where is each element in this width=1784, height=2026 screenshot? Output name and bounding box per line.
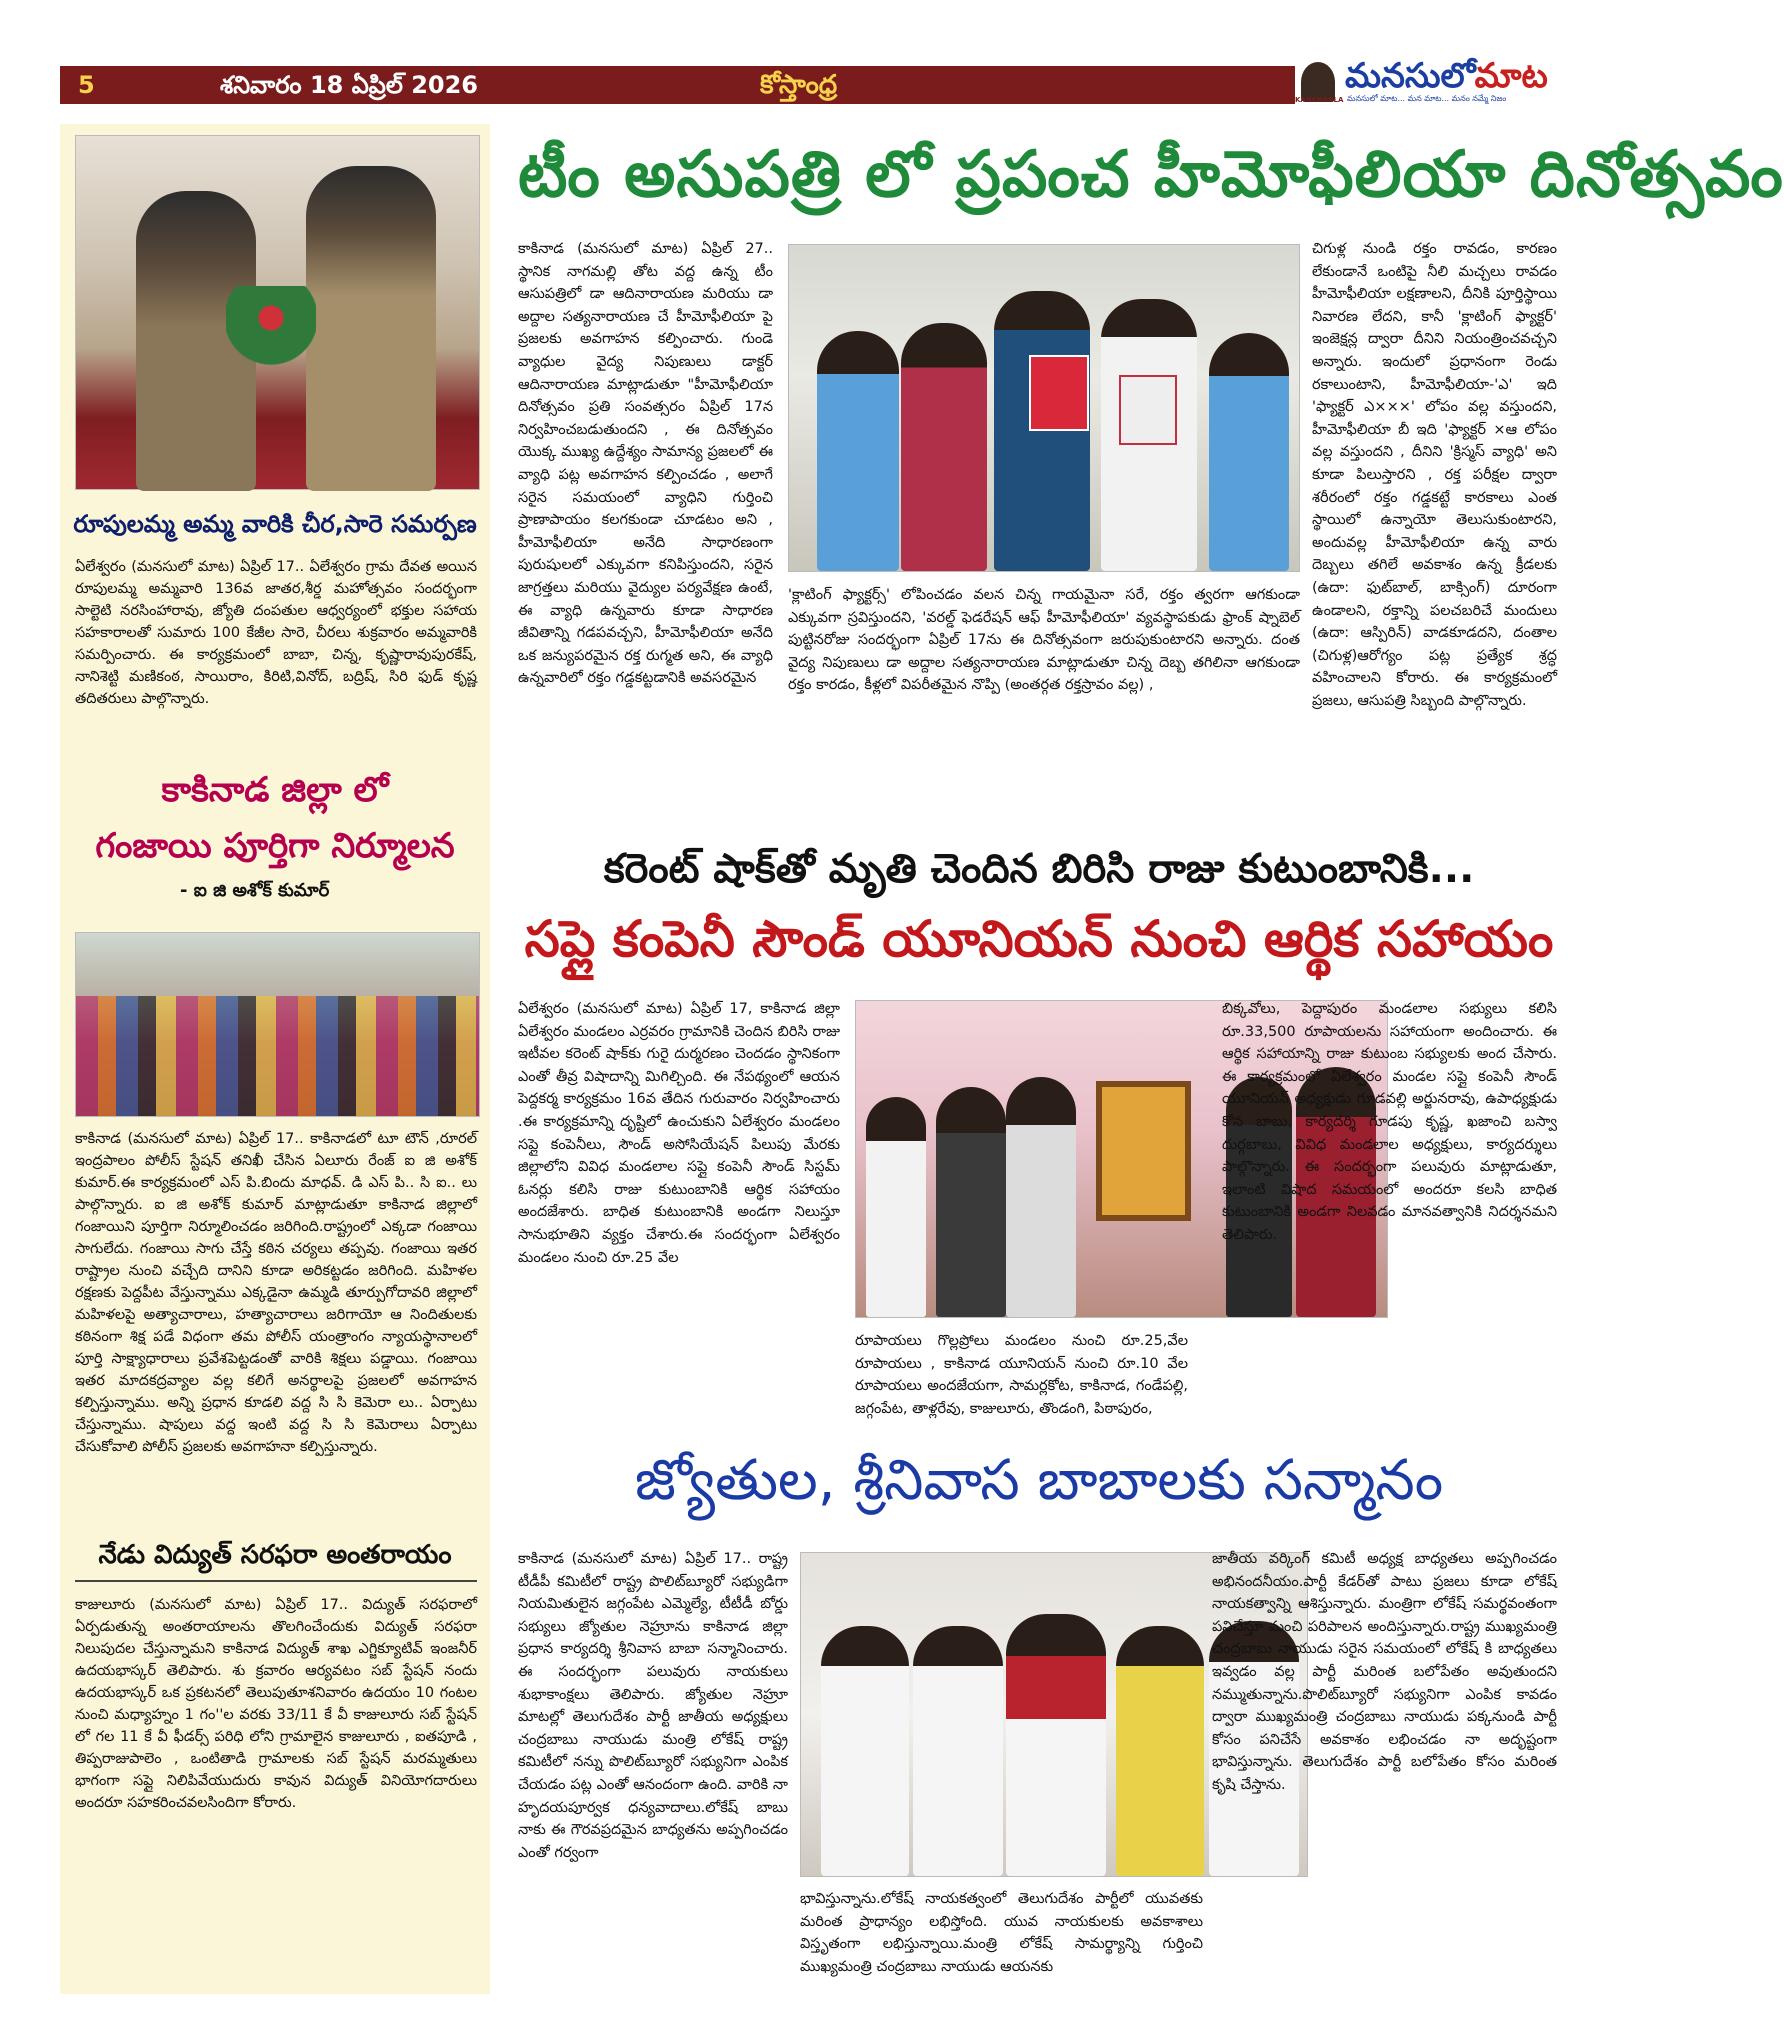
- photo-person: [1006, 1077, 1076, 1317]
- brand-name-part2: మాట: [1474, 56, 1548, 96]
- photo-person: [1116, 1626, 1204, 1876]
- union-col-3: బిక్కవోలు, పెద్దాపురం మండలాల సభ్యులు కలిసి రూ.33,500 రూపాయలను సహాయంగా అందించారు. ఈ ఆర్థిక సహాయాన్ని రాజు కుటుంబ సభ్యులకు అంద చేసారు. ఈ కార్యక్రమంలో ఏలేశ్వరం మండల సప్లై కంపెనీ సౌండ్ యూనియన్ అధ్యక్షుడు గూడవల్లి అర్జునరావు, ఉపాధ్యక్షుడు కోన బాబు, కార్యదర్శి గూడపు కృష్ణ, ఖజాంచి బస్వా దుర్గబాబు, వివిధ మండలాల అధ్యక్షులు, కార్యదర్శులు పాల్గొన్నారు. ఈ సందర్భంగా పలువురు మాట్లాడుతూ, ఇలాంటి విషాద సమయంలో అందరూ కలసి బాధిత కుటుంబానికి అండగా నిలవడం మానవత్వానికి నిదర్శనమని తెలిపారు.: [1222, 1001, 1557, 1243]
- ganja-photo: [75, 932, 480, 1117]
- hemophilia-headline: టీం అసుపత్రి లో ప్రపంచ హీమోఫీలియా దినోత్సవం: [518, 138, 1784, 212]
- edition-date: శనివారం 18 ఏప్రిల్ 2026: [220, 71, 479, 99]
- honor-col-1: కాకినాడ (మనసులో మాట) ఏప్రిల్ 17.. రాష్ట్ర టీడీపీ కమిటీలో రాష్ట్ర పొలిట్‌బ్యూరో సభ్యుడిగా నియమితులైన జగ్గంపేట ఎమ్మెల్యే, టీటీడీ బోర్డు సభ్యులు జ్యోతుల నెహ్రూను కాకినాడ జిల్లా ప్రధాన కార్యదర్శి శ్రీనివాస బాబా సన్మానించారు. ఈ సందర్భంగా పలువురు నాయకులు శుభాకాంక్షలు తెలిపారు. జ్యోతుల నెహ్రూ మాటల్లో తెలుగుదేశం పార్టీ జాతీయ అధ్యక్షులు చంద్రబాబు నాయుడు మంత్రి లోకేష్ రాష్ట్ర కమిటీలో నన్ను పొలిట్‌బ్యూరో సభ్యునిగా ఎంపిక చేయడం పట్ల ఎంతో ఆనందంగా ఉంది. వారికి నా హృదయపూర్వక ధన్యవాదాలు.లోకేష్ బాబు నాకు ఈ గౌరవప్రదమైన బాధ్యతను అప్పగించడం ఎంతో గర్వంగా: [518, 1551, 788, 1861]
- photo-person: [936, 1087, 1006, 1317]
- photo-person: [901, 323, 987, 571]
- union-headline: సప్లై కంపెనీ సౌండ్ యూనియన్ నుంచి ఆర్థిక సహాయం: [524, 910, 1554, 968]
- police-photo: [75, 135, 480, 490]
- hemophilia-col-3: చిగుళ్ల నుండి రక్తం రావడం, కారణం లేకుండానే ఒంటిపై నీలి మచ్చలు రావడం హీమోఫీలియా లక్షణాలని, దీనికి పూర్తిస్థాయి నివారణ లేదని, కానీ 'క్లాటింగ్ ఫ్యాక్టర్' ఇంజెక్షన్ల ద్వారా దీనిని నియంత్రించవచ్చని అన్నారు. ఇందులో ప్రధానంగా రెండు రకాలుంటాని, హీమోఫీలియా-'ఎ' ఇది 'ఫ్యాక్టర్ ఎ×××' లోపం వల్ల వస్తుందని, హీమోఫీలియా బీ ఇది 'ఫ్యాక్టర్ ×ఆ లోపం వల్ల వస్తుందని , దీనిని 'క్రిస్మస్ వ్యాధి' అని కూడా పిలుస్తారని , రక్త పరీక్షల ద్వారా శరీరంలో రక్తం గడ్డకట్టే కారకాలు ఎంత స్థాయిలో ఉన్నాయో తెలుసుకుంటారని, అందువల్ల హీమోఫీలియా ఉన్న వారు దెబ్బలు తగిలే అవకాశం ఉన్న క్రీడలకు (ఉదా: ఫుట్‌బాల్, బాక్సింగ్) దూరంగా ఉండాలని, రక్తాన్ని పలచబరిచే మందులు (ఉదా: ఆస్పిరిన్) వాడకూడదని, దంతాల (చిగుళ్ల)ఆరోగ్యం పట్ల ప్రత్యేక శ్రద్ధ వహించాలని కోరారు. ఈ కార్యక్రమంలో ప్రజలు, ఆసుపత్రి సిబ్బంది పాల్గొన్నారు.: [1312, 241, 1557, 709]
- union-col-1: ఏలేశ్వరం (మనసులో మాట) ఏప్రిల్ 17, కాకినాడ జిల్లా ఏలేశ్వరం మండలం ఎర్రవరం గ్రామానికి చెందిన బిరిసి రాజు ఇటీవల కరెంట్ షాక్‌కు గురై దుర్మరణం చెందడం స్థానికంగా ఎంతో తీవ్ర విషాదాన్ని మిగిల్చింది. ఈ నేపథ్యంలో ఆయన పెద్దకర్మ కార్యక్రమం 16వ తేదిన గురువారం నిర్వహించారు .ఈ కార్యక్రమాన్ని దృష్టిలో ఉంచుకుని ఏలేశ్వరం మండలం సప్లై కంపెనీలు, సౌండ్ అసోసియేషన్ పిలుపు మేరకు జిల్లాలోని వివిధ మండలాల సప్లై కంపెనీ సౌండ్ సిస్టమ్ ఓనర్లు కలిసి రాజు కుటుంబానికి ఆర్థిక సహాయం అందజేశారు. బాధిత కుటుంబానికి అండగా నిలుస్తూ సానుభూతిని వ్యక్తం చేశారు.ఈ సందర్భంగా ఏలేశ్వరం మండలం నుంచి రూ.25 వేల: [518, 1001, 840, 1266]
- awareness-poster: [1029, 355, 1089, 431]
- honor-col-2: భావిస్తున్నాను.లోకేష్ నాయకత్వంలో తెలుగుదేశం పార్టీలో యువతకు మరింత ప్రాధాన్యం లభిస్తోంది. యువ నాయకులకు అవకాశాలు విస్తృతంగా లభిస్తున్నాయి.మంత్రి లోకేష్ సామర్థ్యాన్ని గుర్తించి ముఖ్యమంత్రి చంద్రబాబు నాయుడు ఆయనకు: [800, 1891, 1203, 1975]
- photo-person: [821, 1626, 909, 1876]
- photo-person: [1209, 333, 1289, 571]
- memorial-portrait: [1096, 1081, 1191, 1221]
- divider: [75, 1580, 477, 1582]
- power-article: కాజులూరు (మనసులో మాట) ఏప్రిల్ 17.. విద్యుత్ సరఫరాలో ఏర్పడుతున్న అంతరాయాలను తొలగించేందుకు విద్యుత్ సరఫరా నిలుపుదల చేస్తున్నామని కాకినాడ విద్యుత్ శాఖ ఎగ్జిక్యూటివ్ ఇంజనీర్ ఉదయభాస్కర్ తెలిపారు. శు క్రవారం ఆర్యవటం సబ్ స్టేషన్ నందు ఉదయభాస్కర్ ఒక ప్రకటనలో తెలుపుతూశనివారం ఉదయం 10 గంటల నుంచి మధ్యాహ్నం 1 గం''ల వరకు 33/11 కే వీ కాజులూరు సబ్ స్టేషన్ లో గల 11 కే వీ ఫీడర్స్ పరిధి లోని గ్రామాలైన కాజులూరు , ఐతపూడి , తిప్పరాజుపాలెం , ఒంటితాడి గ్రామాలకు సబ్ స్టేషన్ మరమ్మతులు భాగంగా సప్లై నిలిపివేయుదురు కావున విద్యుత్ వినియోగదారులు అందరూ సహకరించవలసిందిగా కోరారు.: [75, 1597, 477, 1811]
- ganja-article: కాకినాడ (మనసులో మాట) ఏప్రిల్ 17.. కాకినాడలో టూ టౌన్ ,రూరల్ ఇంద్రపాలం పోలీస్ స్టేషన్ తనిఖీ చేసిన ఏలూరు రేంజ్ ఐ జి అశోక్ కుమార్.ఈ కార్యక్రమంలో ఎస్ పి.బిందు మాధవ్. డి ఎస్ పి.. సి ఐ.. లు పాల్గొన్నారు. ఐ జి అశోక్ కుమార్ మాట్లాడుతూ కాకినాడ జిల్లాలో గంజాయిని పూర్తిగా నిర్మూలించడం జరిగింది.రాష్ట్రంలో ఎక్కడా గంజాయి సాగులేదు. గంజాయి సాగు చేస్తే కఠిన చర్యలు తప్పవు. గంజాయి ఇతర రాష్ట్రాల నుంచి వచ్చేది దానిని కూడా అరికట్టడం జరిగింది. మహిళల రక్షణకు పెద్దపీట వేస్తున్నాము ఎక్కడైనా ఉమ్మడి తూర్పుగోదావరి జిల్లాలో మహిళలపై అత్యాచారాలు, హత్యాచారాలు జరిగాయో ఆ నిందితులకు కఠినంగా శిక్ష పడే విధంగా తమ పోలీస్ యంత్రాంగం న్యాయస్థానాలలో పూర్తి సాక్ష్యాధారాలు ప్రవేశపెట్టడంతో వారికి శిక్షలు పడ్డాయి. గంజాయి ఇతర మాదకద్రవ్యాల వల్ల కలిగే అనర్థాలపై ప్రజలలో అవగాహన కల్పిస్తున్నాము. అన్ని ప్రధాన కూడలి వద్ద సి సి కెమెరా లు.. ఏర్పాటు చేస్తున్నాము. షాపులు వద్ద ఇంటి వద్ద సి సి కెమెరాలు ఏర్పాటు చేసుకోవాలి పోలీస్ ప్రజలకు అవగాహనా కల్పిస్తున్నారు.: [75, 1131, 477, 1455]
- edition-region: కోస్తాంధ్ర: [760, 70, 838, 100]
- hemophilia-col-2: 'క్లాటింగ్ ఫ్యాక్టర్స్' లోపించడం వలన చిన్న గాయమైనా సరే, రక్తం త్వరగా ఆగకుండా ఎక్కువగా స్రవిస్తుందని, 'వరల్డ్ ఫెడరేషన్ ఆఫ్ హీమోఫీలియా' వ్యవస్థాపకుడు ఫ్రాంక్ ష్నాబెల్ పుట్టినరోజు సందర్భంగా ఏప్రిల్ 17ను ఈ దినోత్సవంగా జరుపుకుంటారని అన్నారు. దంత వైద్య నిపుణులు డా అద్దాల సత్యనారాయణ మాట్లాడుతూ చిన్న దెబ్బ తగిలినా ఆగకుండా రక్తం కారడం, కీళ్లలో విపరీతమైన నొప్పి (అంతర్గత రక్తస్రావం వల్ల) ,: [788, 587, 1300, 694]
- rupulamma-headline: రూపులమ్మ అమ్మ వారికి చీర,సారె సమర్పణ: [73, 510, 477, 538]
- hemophilia-col-1: కాకినాడ (మనసులో మాట) ఏప్రిల్ 27.. స్థానిక నాగమల్లి తోట వద్ద ఉన్న టీం ఆసుపత్రిలో డా ఆదినారాయణ మరియు డా అద్దాల సత్యనారాయణ చే హీమోఫీలియా పై ప్రజలకు అవగాహన కల్పించారు. గుండె వ్యాధుల వైద్య నిపుణులు డాక్టర్ ఆదినారాయణ మాట్లాడుతూ "హీమోఫీలియా దినోత్సవం ప్రతి సంవత్సరం ఏప్రిల్ 17న నిర్వహించబడుతుందని , ఈ దినోత్సవం యొక్క ముఖ్య ఉద్దేశ్యం సామాన్య ప్రజలలో ఈ వ్యాధి పట్ల అవగాహన కల్పించడం , అలాగే సరైన సమయంలో వ్యాధిని గుర్తించి ప్రాణాపాయం కలగకుండా చూడటం అని , హీమోఫీలియా అనేది సాధారణంగా పురుషులలో ఎక్కువగా కనిపిస్తుందని, సరైన జాగ్రత్తలు మరియు వైద్యుల పర్యవేక్షణ ఉంటే, ఈ వ్యాధి ఉన్నవారు కూడా సాధారణ జీవితాన్ని గడపవచ్చని, హీమోఫీలియా అనేది ఒక జన్యుపరమైన రక్త రుగ్మత అని, ఈ వ్యాధి ఉన్నవారిలో రక్తం గడ్డకట్టడానికి అవసరమైన: [518, 241, 773, 687]
- photo-person: [994, 291, 1090, 571]
- photo-plant: [226, 286, 316, 366]
- photo-person: [306, 166, 436, 491]
- union-headline-kicker: కరెంట్ షాక్‌తో మృతి చెందిన బిరిసి రాజు కుటుంబానికి...: [603, 846, 1475, 892]
- ganja-headline-line1: కాకినాడ జిల్లా లో: [161, 770, 389, 810]
- logo-caption: KANCHARLA: [1295, 96, 1344, 104]
- brand-name-part1: మనసులో: [1345, 56, 1475, 96]
- masthead: [60, 56, 1560, 106]
- photo-crowd: [76, 996, 479, 1116]
- page-number: 5: [78, 71, 95, 99]
- brand-logo: [1295, 56, 1560, 106]
- brand-tagline: మనసులో మాట... మన మాట... మనం నమ్మే నిజం: [1347, 94, 1507, 103]
- ganja-headline-line2: గంజాయి పూర్తిగా నిర్మూలన: [95, 826, 455, 866]
- ganja-byline: - ఐ జి అశోక్ కుమార్: [180, 880, 330, 901]
- power-headline: నేడు విద్యుత్ సరఫరా అంతరాయం: [98, 1540, 452, 1570]
- honor-col-3: జాతీయ వర్కింగ్ కమిటీ అధ్యక్ష బాధ్యతలు అప్పగించడం అభినందనీయం.పార్టీ కేడర్‌తో పాటు ప్రజలు కూడా లోకేష్ నాయకత్వాన్ని ఆశిస్తున్నారు. మంత్రిగా లోకేష్ సమర్థవంతంగా పనిచేస్తూ మంచి పరిపాలన అందిస్తున్నారు.రాష్ట్ర ముఖ్యమంత్రి చంద్రబాబు నాయుడు సరైన సమయంలో లోకేష్ కి బాధ్యతలు ఇవ్వడం వల్ల పార్టీ మరింత బలోపేతం అవుతుందని నమ్ముతున్నాను.పొలిట్‌బ్యూరో సభ్యునిగా ఎంపిక కావడం ద్వారా ముఖ్యమంత్రి చంద్రబాబు నాయుడు పక్కనుండి పార్టీ కోసం పనిచేసే అవకాశం లభించడం నా అదృష్టంగా భావిస్తున్నాను. తెలుగుదేశం పార్టీ బలోపేతం కోసం మరింత కృషి చేస్తాను.: [1212, 1551, 1557, 1793]
- hemophilia-photo: [788, 244, 1300, 572]
- photo-person: [866, 1097, 926, 1317]
- awareness-poster: [1119, 375, 1177, 445]
- rupulamma-article: ఏలేశ్వరం (మనసులో మాట) ఏప్రిల్ 17.. ఏలేశ్వరం గ్రామ దేవత అయిన రూపులమ్మ అమ్మవారి 136వ జాతర,శీర్డ మహోత్సవం సందర్భంగా సాల్టెటి నరసింహారావు, జ్యోతి దంపతుల ఆధ్వర్యంలో భక్తుల సహాయ సహకారాలతో సుమారు 100 కేజీల సారె, చీరలు శుక్రవారం అమ్మవారికి సమర్పించారు. ఈ కార్యక్రమంలో బాబా, చిన్న, కృష్ణారావుపురకేష్, నానిశెట్టి మణికంఠ, సాయిరాం, కిరిటి,వినోద్, బద్రిష్, సిరి ఫుడ్ కృష్ణ తదితరులు పాల్గొన్నారు.: [75, 559, 477, 707]
- photo-person: [913, 1626, 1003, 1876]
- honor-headline: జ్యోతుల, శ్రీనివాస బాబాలకు సన్మానం: [634, 1448, 1444, 1513]
- union-col-2: రూపాయలు గొల్లప్రోలు మండలం నుంచి రూ.25,వేల రూపాయలు , కాకినాడ యూనియన్ నుంచి రూ.10 వేల రూపాయలు అందజేయగా, సామర్లకోట, కాకినాడ, గండేపల్లి, జగ్గంపేట, తాళ్లరేవు, కాజులూరు, తొండంగి, పిఠాపురం,: [855, 1333, 1188, 1417]
- photo-person: [817, 331, 899, 571]
- photo-person: [1006, 1614, 1106, 1876]
